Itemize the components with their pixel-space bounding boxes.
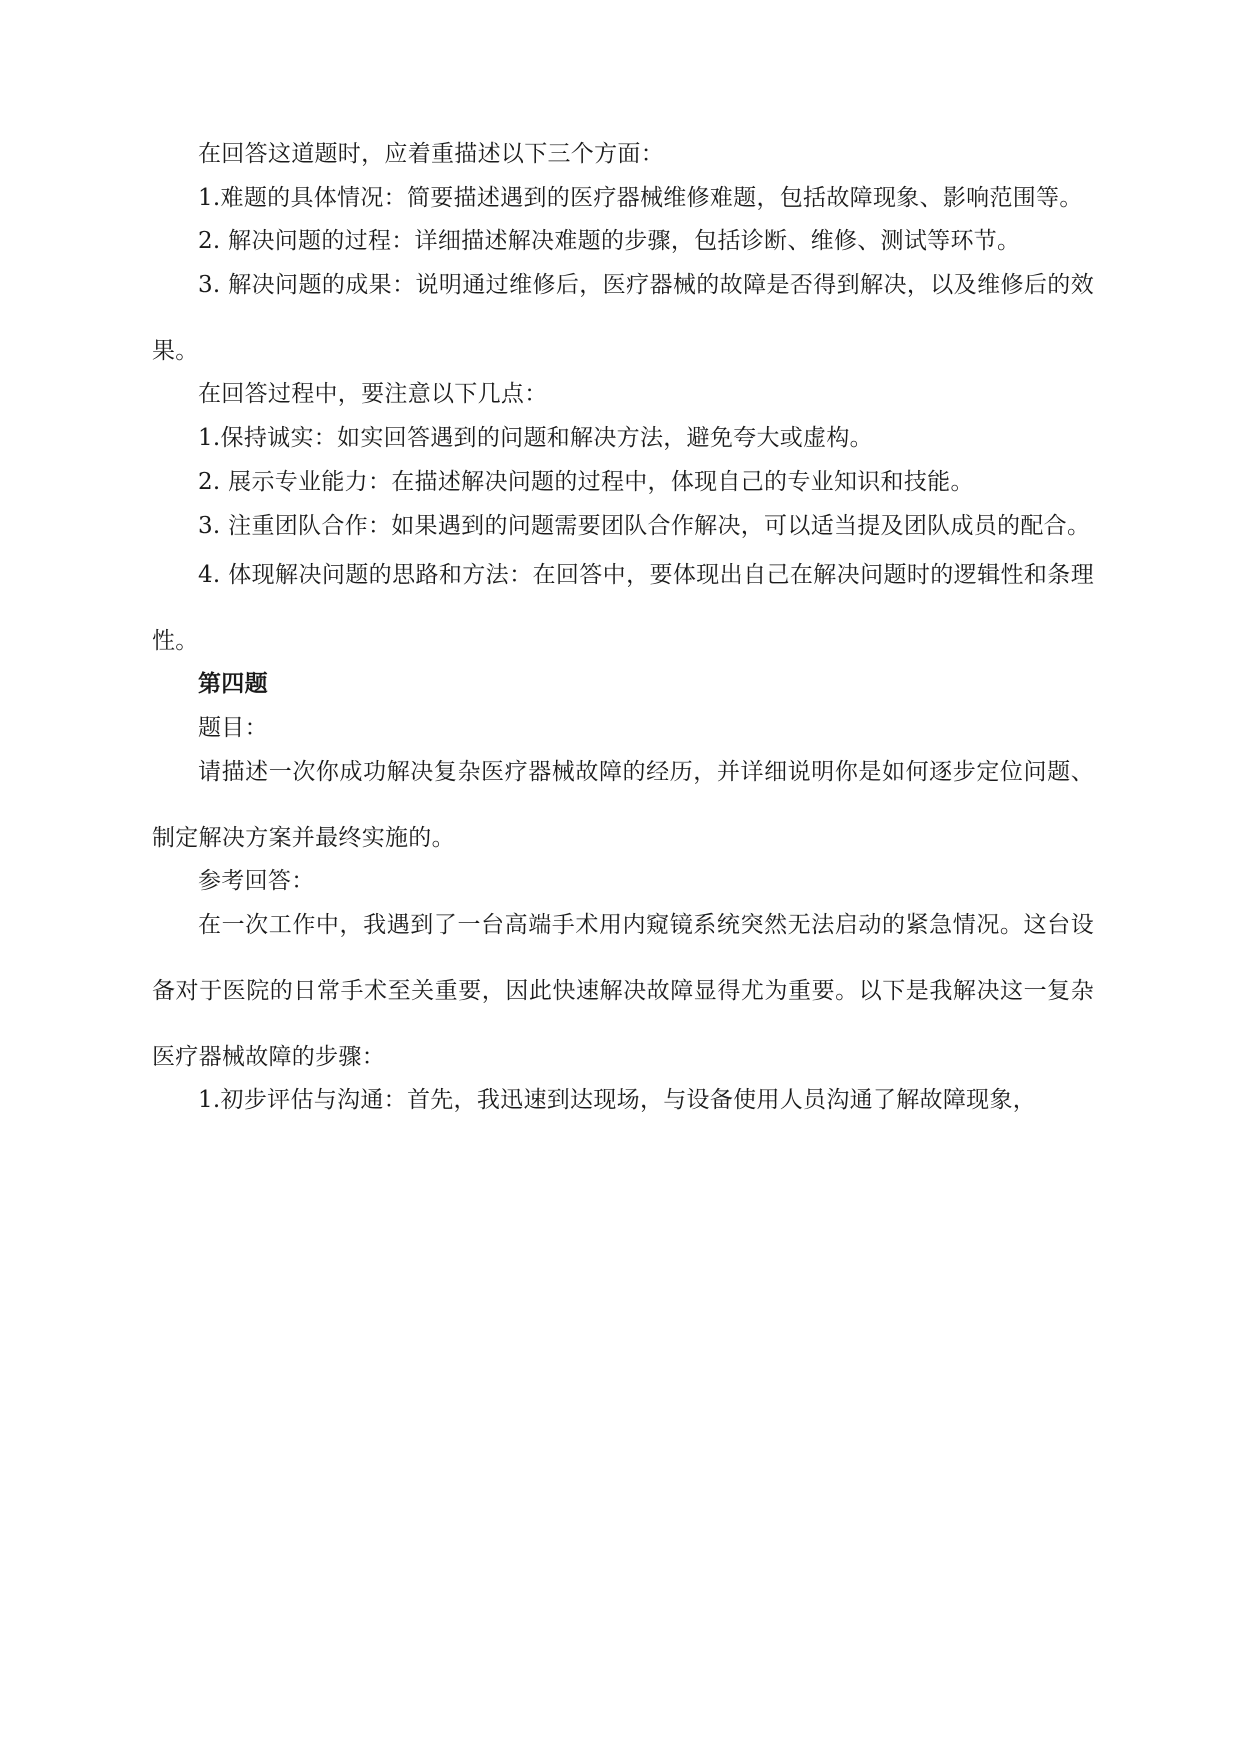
paragraph: 1.保持诚实：如实回答遇到的问题和解决方法，避免夸大或虚构。 (198, 425, 873, 451)
paragraph: 在回答过程中，要注意以下几点： (198, 381, 548, 407)
paragraph: 题目： (198, 715, 268, 741)
paragraph: 2. 解决问题的过程：详细描述解决难题的步骤，包括诊断、维修、测试等环节。 (198, 228, 1021, 254)
paragraph: 3. 注重团队合作：如果遇到的问题需要团队合作解决，可以适当提及团队成员的配合。 (198, 513, 1091, 539)
paragraph: 1.难题的具体情况：简要描述遇到的医疗器械维修难题，包括故障现象、影响范围等。 (198, 185, 1083, 211)
paragraph: 请描述一次你成功解决复杂医疗器械故障的经历，并详细说明你是如何逐步定位问题、制定解决方案并最终实施的。 (152, 759, 1094, 851)
paragraph: 在回答这道题时，应着重描述以下三个方面： (198, 141, 664, 167)
section-heading: 第四题 (198, 671, 268, 697)
paragraph: 1.初步评估与沟通：首先，我迅速到达现场，与设备使用人员沟通了解故障现象， (198, 1087, 1037, 1113)
paragraph: 3. 解决问题的成果：说明通过维修后，医疗器械的故障是否得到解决，以及维修后的效果。 (152, 272, 1094, 364)
paragraph: 参考回答： (198, 868, 315, 894)
paragraph: 在一次工作中，我遇到了一台高端手术用内窥镜系统突然无法启动的紧急情况。这台设备对于医院的日常手术至关重要，因此快速解决故障显得尤为重要。以下是我解决这一复杂医疗器械故障的步骤： (152, 912, 1094, 1070)
paragraph: 2. 展示专业能力：在描述解决问题的过程中，体现自己的专业知识和技能。 (198, 469, 974, 495)
paragraph: 4. 体现解决问题的思路和方法：在回答中，要体现出自己在解决问题时的逻辑性和条理性。 (152, 562, 1094, 654)
document-body (152, 138, 1094, 1128)
